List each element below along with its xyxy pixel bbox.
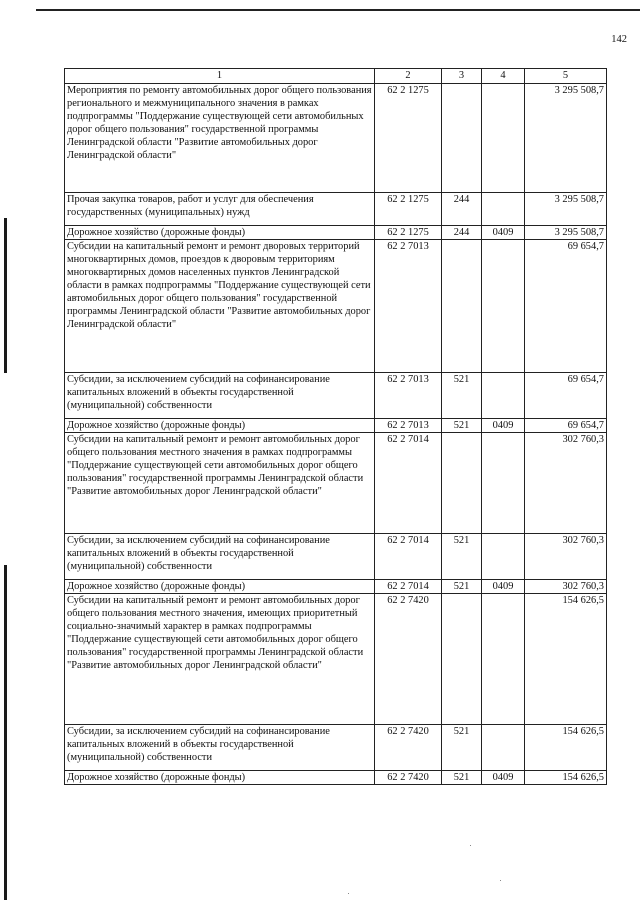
column-header-section: 4 bbox=[482, 69, 525, 84]
cell-code: 62 2 7013 bbox=[375, 240, 442, 373]
page-number: 142 bbox=[611, 34, 627, 45]
cell-name: Субсидии на капитальный ремонт и ремонт автомобильных дорог общего пользования местного значения в рамках подпрограммы "Поддержание существующей сети автомобильных дорог общего пользования" государственной программы Ленинградской области "Развитие автомобильных дорог Ленинградской области" bbox=[65, 433, 375, 534]
cell-code: 62 2 1275 bbox=[375, 193, 442, 226]
cell-sum: 154 626,5 bbox=[525, 771, 607, 785]
cell-section bbox=[482, 534, 525, 580]
table-row bbox=[65, 226, 607, 240]
cell-name: Субсидии, за исключением субсидий на софинансирование капитальных вложений в объекты государственной (муниципальной) собственности bbox=[65, 725, 375, 771]
cell-vr: 521 bbox=[442, 534, 482, 580]
cell-section bbox=[482, 373, 525, 419]
table-row bbox=[65, 594, 607, 725]
cell-sum: 154 626,5 bbox=[525, 725, 607, 771]
cell-sum: 302 760,3 bbox=[525, 580, 607, 594]
cell-sum: 302 760,3 bbox=[525, 433, 607, 534]
cell-section: 0409 bbox=[482, 226, 525, 240]
cell-name: Прочая закупка товаров, работ и услуг для обеспечения государственных (муниципальных) нужд bbox=[65, 193, 375, 226]
cell-name: Дорожное хозяйство (дорожные фонды) bbox=[65, 226, 375, 240]
cell-section bbox=[482, 193, 525, 226]
cell-code: 62 2 1275 bbox=[375, 226, 442, 240]
cell-name: Субсидии на капитальный ремонт и ремонт автомобильных дорог общего пользования местного значения, имеющих приоритетный социально-значимый характер в рамках подпрограммы "Поддержание существующей сети автомобильных дорог общего пользования" государственной программы Ленинградской области "Развитие автомобильных дорог Ленинградской области" bbox=[65, 594, 375, 725]
top-rule bbox=[36, 9, 640, 11]
cell-name: Дорожное хозяйство (дорожные фонды) bbox=[65, 419, 375, 433]
cell-sum: 69 654,7 bbox=[525, 240, 607, 373]
column-header-vr: 3 bbox=[442, 69, 482, 84]
header-row bbox=[65, 69, 607, 84]
cell-vr: 521 bbox=[442, 771, 482, 785]
table-row bbox=[65, 534, 607, 580]
cell-section: 0409 bbox=[482, 580, 525, 594]
cell-code: 62 2 7014 bbox=[375, 534, 442, 580]
scan-edge-mark bbox=[4, 218, 7, 373]
cell-sum: 3 295 508,7 bbox=[525, 84, 607, 193]
cell-section bbox=[482, 594, 525, 725]
table-row bbox=[65, 433, 607, 534]
cell-section bbox=[482, 240, 525, 373]
table-row bbox=[65, 84, 607, 193]
cell-vr: 521 bbox=[442, 419, 482, 433]
cell-code: 62 2 1275 bbox=[375, 84, 442, 193]
table-row bbox=[65, 419, 607, 433]
cell-section: 0409 bbox=[482, 419, 525, 433]
cell-section bbox=[482, 725, 525, 771]
table-row bbox=[65, 580, 607, 594]
table-row bbox=[65, 725, 607, 771]
cell-code: 62 2 7014 bbox=[375, 580, 442, 594]
column-header-code: 2 bbox=[375, 69, 442, 84]
scan-edge-mark bbox=[4, 565, 7, 900]
cell-section bbox=[482, 433, 525, 534]
column-header-sum: 5 bbox=[525, 69, 607, 84]
cell-sum: 3 295 508,7 bbox=[525, 193, 607, 226]
cell-sum: 302 760,3 bbox=[525, 534, 607, 580]
cell-name: Дорожное хозяйство (дорожные фонды) bbox=[65, 771, 375, 785]
cell-vr: 244 bbox=[442, 193, 482, 226]
cell-sum: 69 654,7 bbox=[525, 373, 607, 419]
cell-code: 62 2 7420 bbox=[375, 771, 442, 785]
table-row bbox=[65, 373, 607, 419]
cell-name: Мероприятия по ремонту автомобильных дорог общего пользования регионального и межмуниципального значения в рамках подпрограммы "Поддержание существующей сети автомобильных дорог общего пользования" государственной программы Ленинградской области "Развитие автомобильных дорог Ленинградской области" bbox=[65, 84, 375, 193]
cell-vr: 244 bbox=[442, 226, 482, 240]
column-header-name: 1 bbox=[65, 69, 375, 84]
table-row bbox=[65, 240, 607, 373]
cell-code: 62 2 7013 bbox=[375, 373, 442, 419]
cell-section: 0409 bbox=[482, 771, 525, 785]
cell-sum: 69 654,7 bbox=[525, 419, 607, 433]
cell-name: Дорожное хозяйство (дорожные фонды) bbox=[65, 580, 375, 594]
cell-name: Субсидии, за исключением субсидий на софинансирование капитальных вложений в объекты государственной (муниципальной) собственности bbox=[65, 373, 375, 419]
cell-section bbox=[482, 84, 525, 193]
cell-vr: 521 bbox=[442, 725, 482, 771]
cell-name: Субсидии на капитальный ремонт и ремонт дворовых территорий многоквартирных домов, проездов к дворовым территориям многоквартирных домов населенных пунктов Ленинградской области в рамках подпрограммы "Поддержание существующей сети автомобильных дорог общего пользования" государственной программы Ленинградской области "Развитие автомобильных дорог Ленинградской области" bbox=[65, 240, 375, 373]
cell-vr bbox=[442, 84, 482, 193]
cell-name: Субсидии, за исключением субсидий на софинансирование капитальных вложений в объекты государственной (муниципальной) собственности bbox=[65, 534, 375, 580]
cell-vr: 521 bbox=[442, 580, 482, 594]
cell-vr bbox=[442, 594, 482, 725]
table-row bbox=[65, 771, 607, 785]
cell-vr: 521 bbox=[442, 373, 482, 419]
table-row bbox=[65, 193, 607, 226]
cell-code: 62 2 7420 bbox=[375, 594, 442, 725]
cell-sum: 3 295 508,7 bbox=[525, 226, 607, 240]
cell-vr bbox=[442, 240, 482, 373]
cell-code: 62 2 7420 bbox=[375, 725, 442, 771]
cell-sum: 154 626,5 bbox=[525, 594, 607, 725]
scan-speck bbox=[348, 893, 349, 894]
cell-code: 62 2 7014 bbox=[375, 433, 442, 534]
cell-vr bbox=[442, 433, 482, 534]
scan-speck bbox=[500, 880, 501, 881]
budget-table bbox=[64, 68, 607, 785]
cell-code: 62 2 7013 bbox=[375, 419, 442, 433]
scan-speck bbox=[470, 845, 471, 846]
